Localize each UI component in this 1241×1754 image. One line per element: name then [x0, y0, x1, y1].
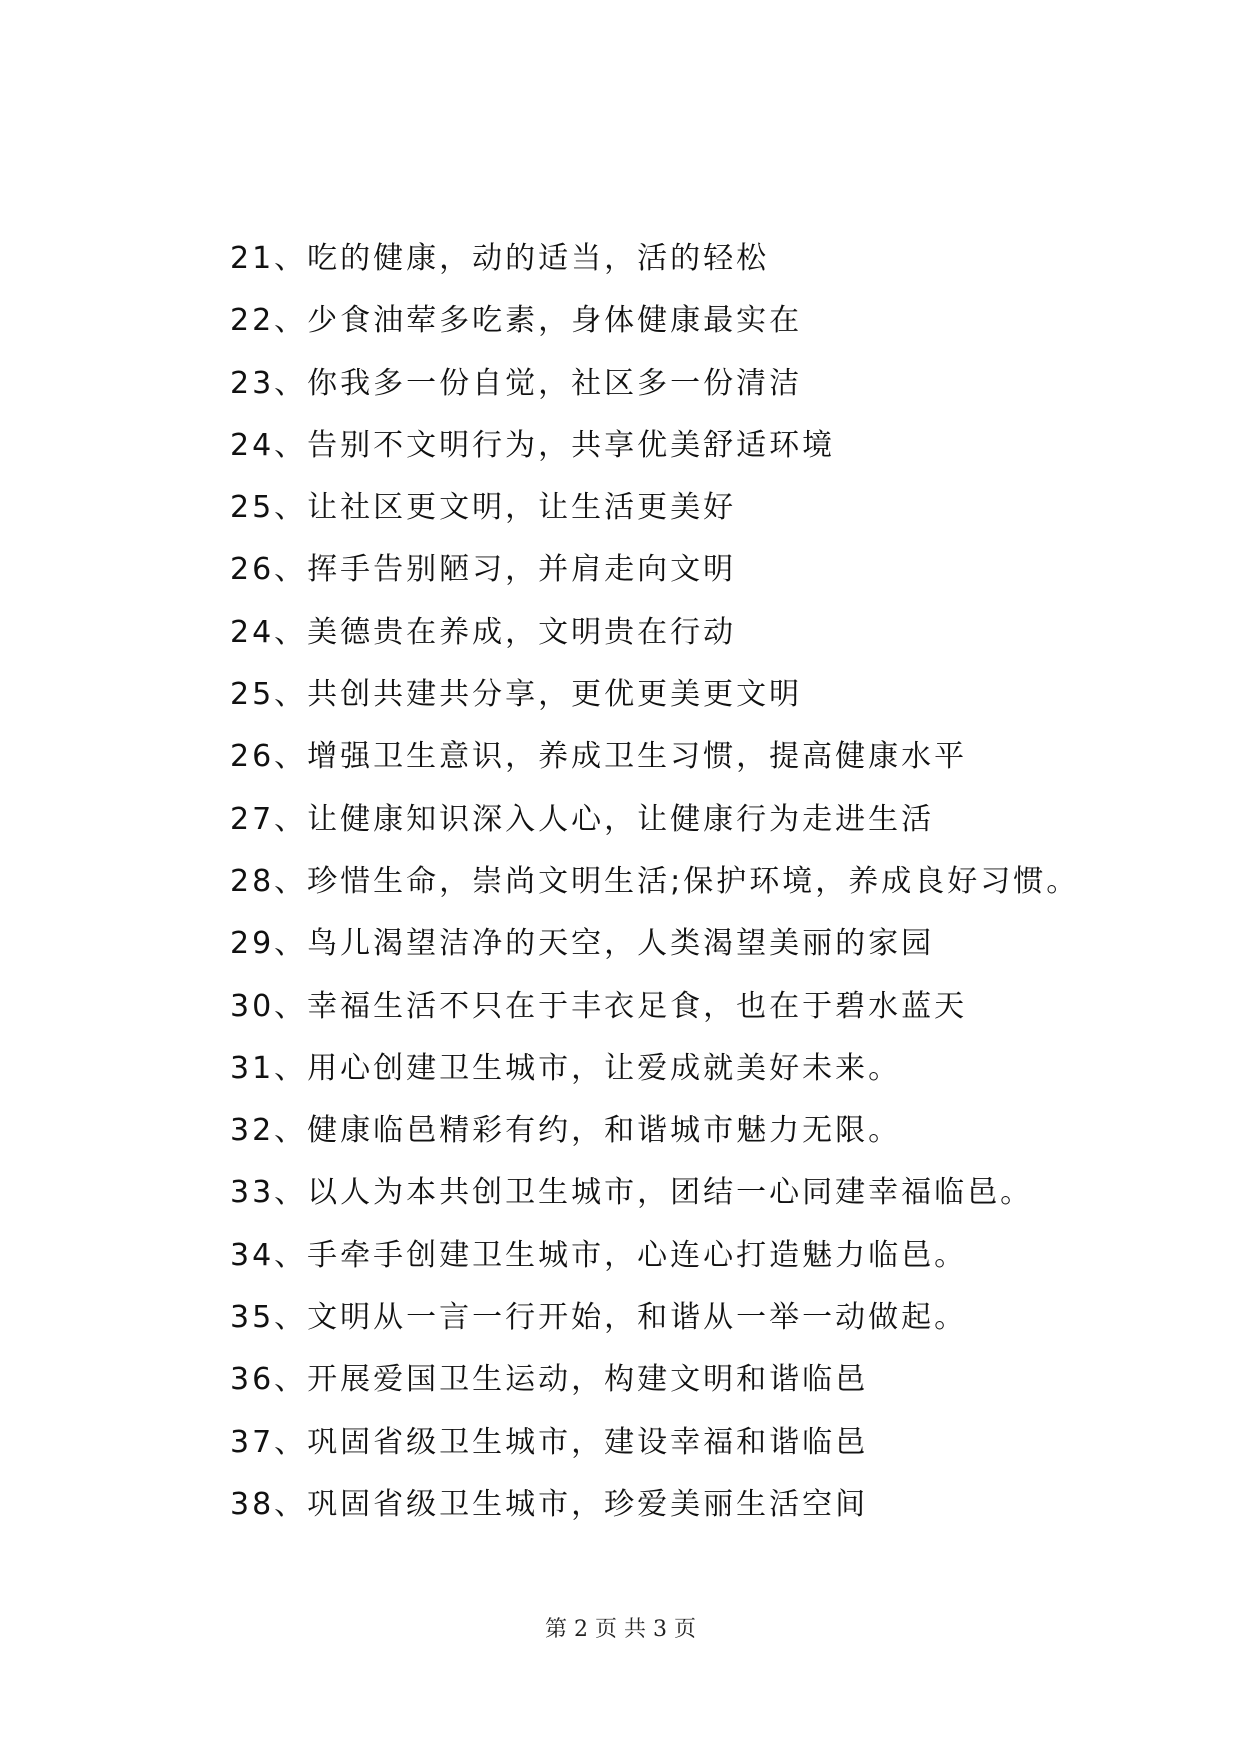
slogan-line: 36、开展爱国卫生运动，构建文明和谐临邑: [230, 1362, 869, 1398]
slogan-line: 34、手牵手创建卫生城市，心连心打造魅力临邑。: [230, 1237, 968, 1273]
slogan-line: 25、共创共建共分享，更优更美更文明: [230, 677, 803, 713]
slogan-line: 24、告别不文明行为，共享优美舒适环境: [230, 427, 836, 463]
slogan-line: 30、幸福生活不只在于丰衣足食，也在于碧水蓝天: [230, 988, 968, 1024]
slogan-line: 33、以人为本共创卫生城市，团结一心同建幸福临邑。: [230, 1175, 1034, 1211]
slogan-line: 31、用心创建卫生城市，让爱成就美好未来。: [230, 1050, 902, 1086]
slogan-line: 38、巩固省级卫生城市，珍爱美丽生活空间: [230, 1486, 869, 1522]
slogan-list: [230, 228, 1190, 1536]
slogan-line: 35、文明从一言一行开始，和谐从一举一动做起。: [230, 1300, 968, 1336]
slogan-line: 37、巩固省级卫生城市，建设幸福和谐临邑: [230, 1424, 869, 1460]
slogan-line: 29、鸟儿渴望洁净的天空，人类渴望美丽的家园: [230, 926, 935, 962]
slogan-line: 21、吃的健康，动的适当，活的轻松: [230, 241, 770, 276]
slogan-line: 24、美德贵在养成，文明贵在行动: [230, 614, 737, 650]
slogan-line: 32、健康临邑精彩有约，和谐城市魅力无限。: [230, 1113, 902, 1149]
slogan-line: 26、挥手告别陋习，并肩走向文明: [230, 552, 737, 588]
slogan-line: 27、让健康知识深入人心，让健康行为走进生活: [230, 801, 935, 837]
page-number-footer: 第 2 页 共 3 页: [545, 1617, 696, 1642]
slogan-line: 23、你我多一份自觉，社区多一份清洁: [230, 365, 803, 401]
slogan-line: 22、少食油荤多吃素，身体健康最实在: [230, 303, 803, 339]
slogan-line: 28、珍惜生命，崇尚文明生活;保护环境，养成良好习惯。: [230, 863, 1080, 899]
slogan-line: 25、让社区更文明，让生活更美好: [230, 490, 737, 526]
slogan-line: 26、增强卫生意识，养成卫生习惯，提高健康水平: [230, 739, 968, 775]
